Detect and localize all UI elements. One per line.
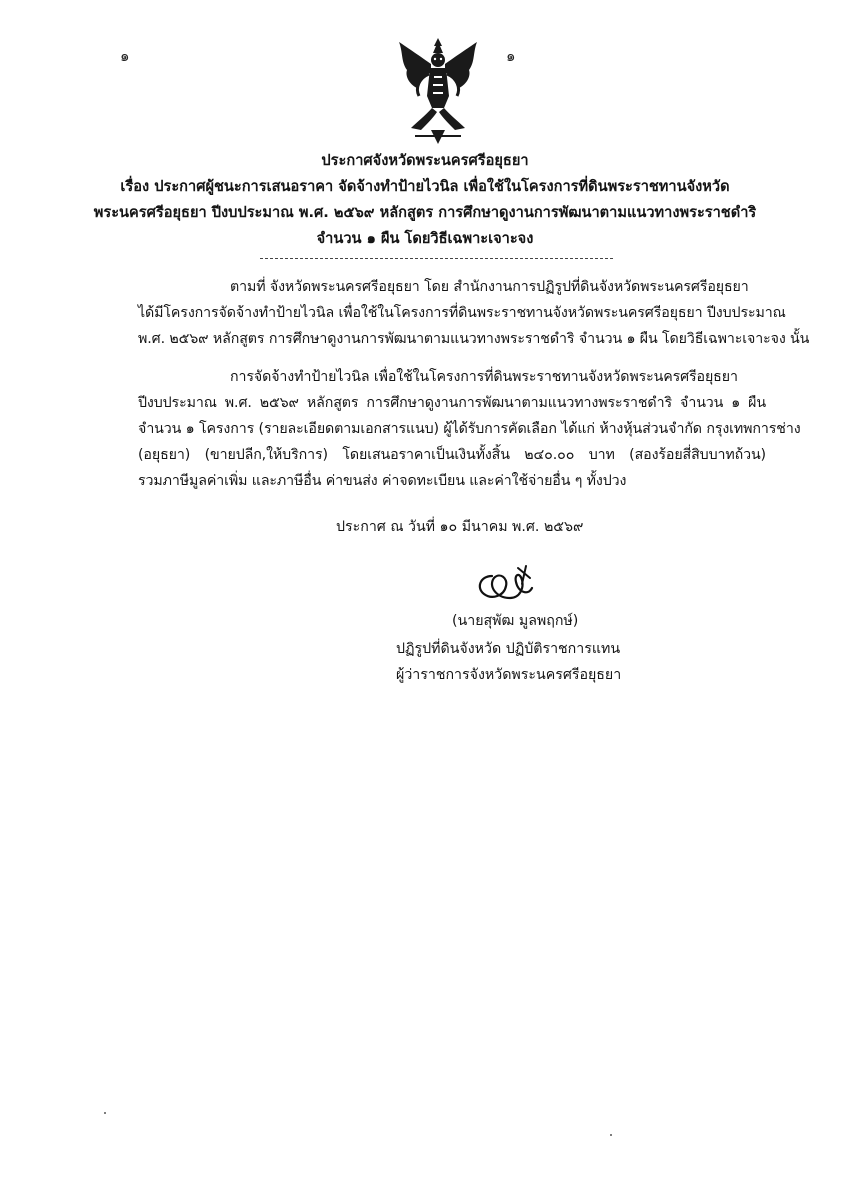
page-mark-right: ๑ [506,47,516,65]
paragraph-2-line: การจัดจ้างทำป้ายไวนิล เพื่อใช้ในโครงการที่ดินพระราชทานจังหวัดพระนครศรีอยุธยา [230,369,738,385]
subject-line: เรื่อง ประกาศผู้ชนะการเสนอราคา จัดจ้างทำป้ายไวนิล เพื่อใช้ในโครงการที่ดินพระราชทานจังหวัด [120,178,730,195]
paragraph-1-line: พ.ศ. ๒๕๖๙ หลักสูตร การศึกษาดูงานการพัฒนาตามแนวทางพระราชดำริ จำนวน ๑ ผืน โดยวิธีเฉพาะเจาะจง นั้น [138,331,810,347]
announcement-date: ประกาศ ณ วันที่ ๑๐ มีนาคม พ.ศ. ๒๕๖๙ [336,519,584,535]
scan-speck [610,1134,612,1136]
subject-line: พระนครศรีอยุธยา ปีงบประมาณ พ.ศ. ๒๕๖๙ หลักสูตร การศึกษาดูงานการพัฒนาตามแนวทางพระราชดำริ [93,204,757,221]
scan-speck [104,1112,106,1114]
paragraph-2-line: จำนวน ๑ โครงการ (รายละเอียดตามเอกสารแนบ) ผู้ได้รับการคัดเลือก ได้แก่ ห้างหุ้นส่วนจำกัด กรุงเทพการช่าง [138,421,801,437]
paragraph-2-line: ปีงบประมาณ พ.ศ. ๒๕๖๙ หลักสูตร การศึกษาดูงานการพัฒนาตามแนวทางพระราชดำริ จำนวน ๑ ผืน [138,395,766,411]
paragraph-2-line: (อยุธยา) (ขายปลีก,ให้บริการ) โดยเสนอราคาเป็นเงินทั้งสิ้น ๒๔๐.๐๐ บาท (สองร้อยสี่สิบบาทถ้วน) [138,447,766,463]
document-title: ประกาศจังหวัดพระนครศรีอยุธยา [321,152,529,169]
garuda-emblem-icon [395,36,481,146]
paragraph-1-line: ได้มีโครงการจัดจ้างทำป้ายไวนิล เพื่อใช้ในโครงการที่ดินพระราชทานจังหวัดพระนครศรีอยุธยา ปีงบประมาณ [138,305,786,321]
subject-line: จำนวน ๑ ผืน โดยวิธีเฉพาะเจาะจง [316,230,534,247]
signer-name: (นายสุพัฒ มูลพฤกษ์) [452,613,579,629]
signer-title: ปฏิรูปที่ดินจังหวัด ปฏิบัติราชการแทน [396,641,621,657]
paragraph-2-line: รวมภาษีมูลค่าเพิ่ม และภาษีอื่น ค่าขนส่ง ค่าจดทะเบียน และค่าใช้จ่ายอื่น ๆ ทั้งปวง [138,473,627,489]
page-mark-left: ๑ [120,47,130,65]
signer-acting-for: ผู้ว่าราชการจังหวัดพระนครศรีอยุธยา [396,667,622,683]
paragraph-1-line: ตามที่ จังหวัดพระนครศรีอยุธยา โดย สำนักงานการปฏิรูปที่ดินจังหวัดพระนครศรีอยุธยา [230,279,749,295]
dashed-divider [260,258,613,259]
handwritten-signature [470,558,550,618]
